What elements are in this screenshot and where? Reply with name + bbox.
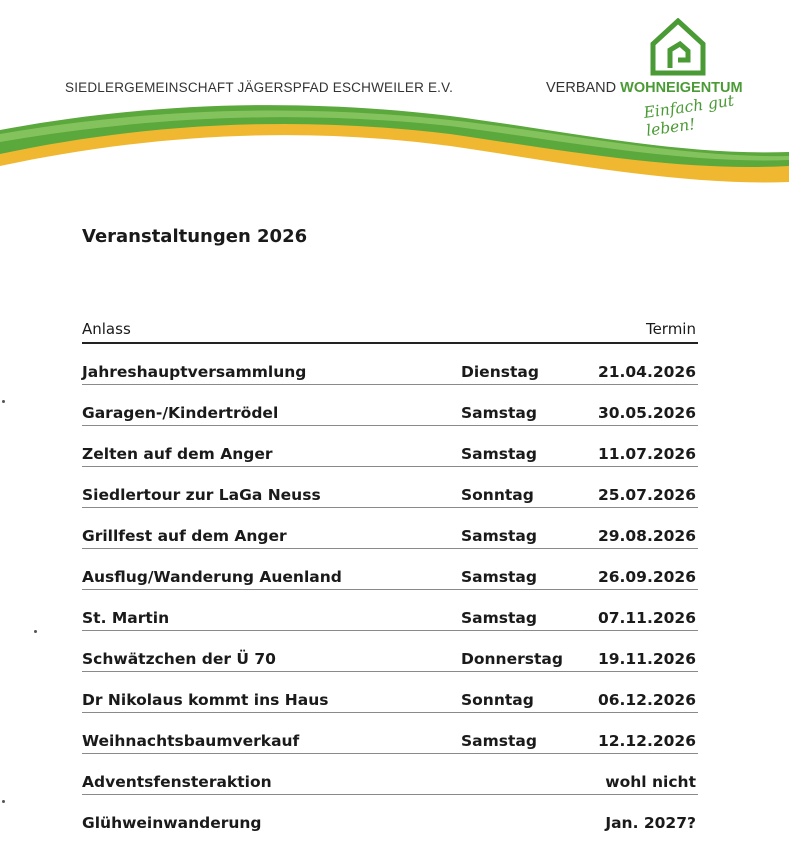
event-date: 11.07.2026 <box>597 445 696 463</box>
event-name: Garagen-/Kindertrödel <box>82 404 279 422</box>
event-day: Samstag <box>461 527 537 545</box>
table-row <box>82 754 698 795</box>
table-row <box>82 590 698 631</box>
event-date: wohl nicht <box>605 773 696 791</box>
header-date: Termin <box>645 320 696 338</box>
event-name: Weihnachtsbaumverkauf <box>82 732 300 750</box>
table-row <box>82 713 698 754</box>
event-date: Jan. 2027? <box>605 814 696 832</box>
event-name: Ausflug/Wanderung Auenland <box>82 568 342 586</box>
event-day: Sonntag <box>461 691 534 709</box>
page-title: Veranstaltungen 2026 <box>82 226 308 247</box>
scan-speck <box>2 800 5 803</box>
event-name: Schwätzchen der Ü 70 <box>82 650 276 668</box>
house-logo-icon <box>650 18 706 76</box>
table-row <box>82 385 698 426</box>
decorative-swoosh <box>0 100 789 190</box>
event-name: St. Martin <box>82 609 170 627</box>
scan-speck <box>34 630 37 633</box>
event-day: Samstag <box>461 732 537 750</box>
table-row <box>82 672 698 713</box>
table-header <box>82 318 698 344</box>
event-name: Jahreshauptversammlung <box>82 363 307 381</box>
header-occasion: Anlass <box>82 320 131 338</box>
event-name: Adventsfensteraktion <box>82 773 272 791</box>
scan-speck <box>2 400 5 403</box>
event-date: 12.12.2026 <box>597 732 696 750</box>
event-date: 19.11.2026 <box>597 650 696 668</box>
table-row <box>82 549 698 590</box>
table-row <box>82 795 698 835</box>
event-name: Grillfest auf dem Anger <box>82 527 287 545</box>
event-name: Dr Nikolaus kommt ins Haus <box>82 691 329 709</box>
table-row <box>82 344 698 385</box>
event-date: 06.12.2026 <box>597 691 696 709</box>
event-day: Samstag <box>461 404 537 422</box>
event-name: Siedlertour zur LaGa Neuss <box>82 486 321 504</box>
event-date: 21.04.2026 <box>597 363 696 381</box>
event-date: 29.08.2026 <box>597 527 696 545</box>
event-date: 26.09.2026 <box>597 568 696 586</box>
table-row <box>82 631 698 672</box>
event-date: 07.11.2026 <box>597 609 696 627</box>
brand-prefix: VERBAND <box>546 80 621 96</box>
brand-strong: WOHNEIGENTUM <box>620 80 743 96</box>
event-day: Samstag <box>461 445 537 463</box>
event-day: Donnerstag <box>461 650 563 668</box>
event-name: Zelten auf dem Anger <box>82 445 273 463</box>
event-day: Sonntag <box>461 486 534 504</box>
table-row <box>82 467 698 508</box>
events-table <box>82 318 698 835</box>
event-day: Samstag <box>461 568 537 586</box>
event-date: 30.05.2026 <box>597 404 696 422</box>
table-row <box>82 426 698 467</box>
organization-name: SIEDLERGEMEINSCHAFT JÄGERSPFAD ESCHWEILER E.V. <box>65 80 454 95</box>
event-day: Samstag <box>461 609 537 627</box>
event-name: Glühweinwanderung <box>82 814 262 832</box>
table-row <box>82 508 698 549</box>
event-day: Dienstag <box>461 363 539 381</box>
event-date: 25.07.2026 <box>597 486 696 504</box>
slogan: Einfach gut leben! <box>642 91 736 140</box>
